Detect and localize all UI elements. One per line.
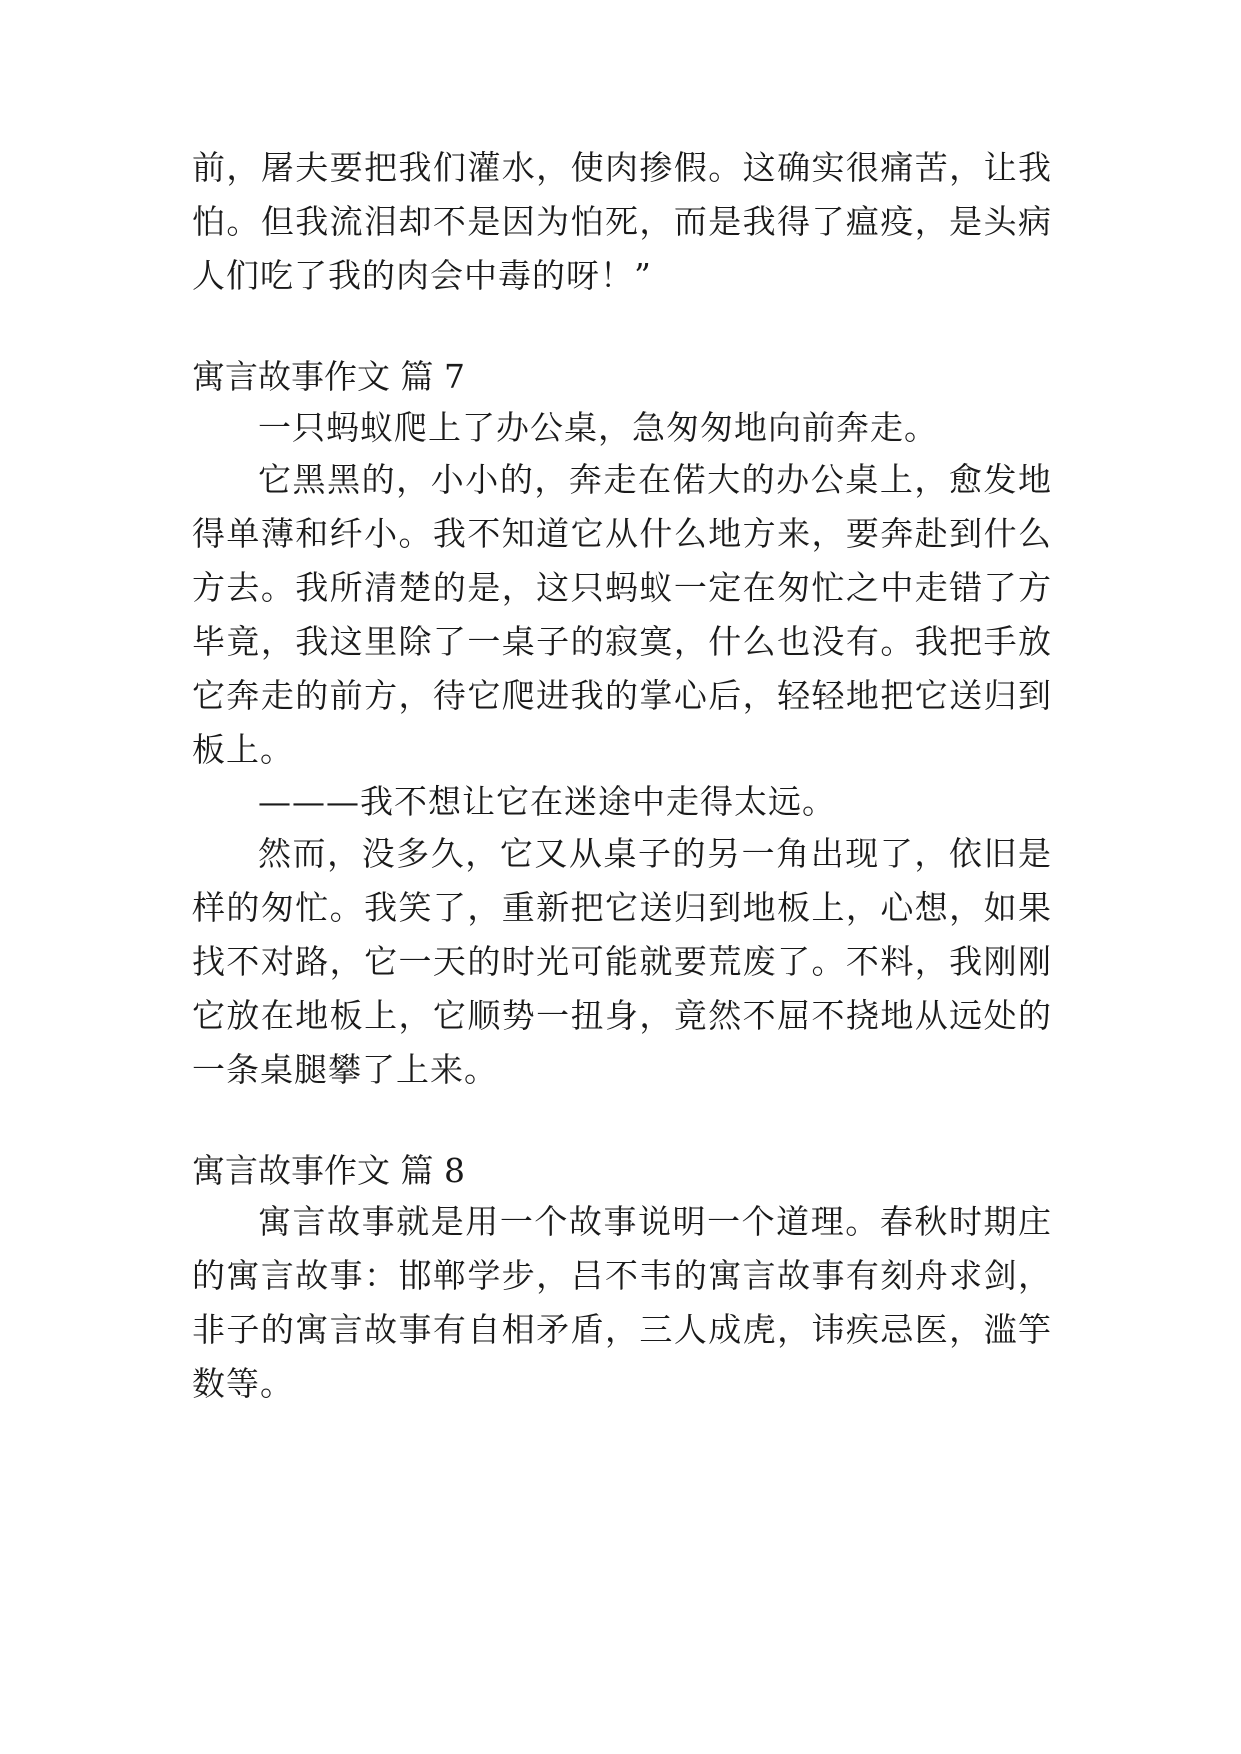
paragraph-line: 非子的寓言故事有自相矛盾，三人成虎，讳疾忌医，滥竽 xyxy=(192,1310,1052,1349)
section-heading-8: 寓言故事作文 篇 8 xyxy=(192,1151,465,1190)
paragraph-line: 寓言故事就是用一个故事说明一个道理。春秋时期庄 xyxy=(258,1202,1052,1241)
paragraph-line: 方去。我所清楚的是，这只蚂蚁一定在匆忙之中走错了方 xyxy=(192,568,1052,607)
paragraph-line: 的寓言故事：邯郸学步，吕不韦的寓言故事有刻舟求剑， xyxy=(192,1256,1052,1295)
paragraph-line: 它放在地板上，它顺势一扭身，竟然不屈不挠地从远处的 xyxy=(192,996,1052,1035)
paragraph-line: 毕竟，我这里除了一桌子的寂寞，什么也没有。我把手放 xyxy=(192,622,1052,661)
paragraph-line: 得单薄和纤小。我不知道它从什么地方来，要奔赴到什么 xyxy=(192,514,1052,553)
paragraph-line: 板上。 xyxy=(192,730,294,769)
paragraph-line: 找不对路，它一天的时光可能就要荒废了。不料，我刚刚 xyxy=(192,942,1052,981)
paragraph-line: 数等。 xyxy=(192,1364,294,1403)
paragraph-line: 前，屠夫要把我们灌水，使肉掺假。这确实很痛苦，让我 xyxy=(192,148,1052,187)
paragraph-line: 样的匆忙。我笑了，重新把它送归到地板上，心想，如果 xyxy=(192,888,1052,927)
paragraph-line: ———我不想让它在迷途中走得太远。 xyxy=(258,782,836,821)
paragraph-line: 怕。但我流泪却不是因为怕死，而是我得了瘟疫，是头病 xyxy=(192,202,1052,241)
paragraph-line: 人们吃了我的肉会中毒的呀！” xyxy=(192,256,652,295)
paragraph-line: 它黑黑的，小小的，奔走在偌大的办公桌上，愈发地 xyxy=(258,460,1052,499)
section-heading-7: 寓言故事作文 篇 7 xyxy=(192,357,465,396)
paragraph-line: 然而，没多久，它又从桌子的另一角出现了，依旧是 xyxy=(258,834,1052,873)
paragraph-line: 一条桌腿攀了上来。 xyxy=(192,1050,498,1089)
paragraph-line: 一只蚂蚁爬上了办公桌，急匆匆地向前奔走。 xyxy=(258,408,938,447)
paragraph-line: 它奔走的前方，待它爬进我的掌心后，轻轻地把它送归到 xyxy=(192,676,1052,715)
